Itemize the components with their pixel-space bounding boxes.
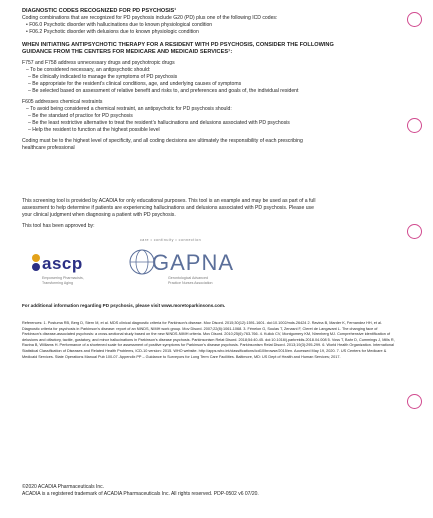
gapna-motto: care • continuity • connection xyxy=(140,238,202,242)
f605-sub-item: – Help the resident to function at the highest possible level xyxy=(28,127,160,133)
cms-guidance-heading: WHEN INITIATING ANTIPSYCHOTIC THERAPY FOR A RESIDENT WITH PD PSYCHOSIS, CONSIDER THE FOLLOWING xyxy=(22,42,334,48)
references-block: References: 1. Postuma RB, Berg D, Stern M, et al. MDS clinical diagnostic criteria for Parkinson’s disease. Mov Disord. 2015;30(12):1591-1601. doi:10.1002/mds.26424 2. Ravina B, Marder K, Fernandez HH, et al. Diagnostic criteria for psychosis in Parkinson’s disease: report of an NINDS, NIMH work group. Mov Disord. 2007;22(8):1061-1068. 3. Fénelon G, Soulas T, Zenasni F, Cleret de Langavant L. The changing face of Parkinson’s disease-associated psychosis: a cross-sectional study based on the new NINDS-NIMH criteria. Mov Disord. 2010;25(6):763-766. 4. Kulick CV, Montgomery KM, Nirenberg MJ. Comprehensive identification of delusions and olfactory, tactile, gustatory, and minor hallucinations in Parkinson’s disease psychosis. Parkinsonism Relat Disord. 2018;54:40-45. doi:10.1016/j.parkreldis.2018.04.008 5. Voss T, Bahr D, Cummings J, Mills R, Ravina B, Williams H. Performance of a shortened scale for assessment of positive symptoms for Parkinson’s disease psychosis. Parkinsonism Relat Disord. 2013;19(3):295-299. 6. World Health Organization. International Statistical Classification of Diseases and Related Health Problems, ICD-10 version: 2015. WHO website. http://apps.who.int/classifications/icd10/browse/2015/en. Accessed May 19, 2020. 7. US Centers for Medicare & Medicaid Services. State Operations Manual Pub 100-07. Appendix PP – Guidance to Surveyors for Long Term Care Facilities. Baltimore, MD: US Dept of Health and Human Services; 2017. xyxy=(22,321,395,359)
f605-bullet: – To avoid being considered a chemical restraint, an antipsychotic for PD psychosis should: xyxy=(26,106,232,112)
main-content xyxy=(22,8,397,360)
f757-sub-item: – Be selected based on assessment of relative benefit and risks to, and preferences and goals of, the individual resident xyxy=(28,88,299,94)
ascp-wordmark: ascp xyxy=(42,254,83,273)
page-footer xyxy=(22,484,259,498)
trademark-text: ACADIA is a registered trademark of ACADIA Pharmaceuticals Inc. All rights reserved. PDP-0502 v6 07/20. xyxy=(22,491,259,497)
cms-guidance-heading-cont: GUIDANCE FROM THE CENTERS FOR MEDICARE AND MEDICAID SERVICES⁷: xyxy=(22,49,233,55)
gapna-full-name: Gerontological Advanced Practice Nurses Association xyxy=(168,276,213,285)
gapna-wordmark: GAPNA xyxy=(152,250,235,275)
approval-logos xyxy=(28,236,397,298)
more-info-link-text: For additional information regarding PD psychosis, please visit www.moretoparkinsons.com. xyxy=(22,303,226,308)
binder-hole-marker xyxy=(407,224,422,239)
binder-hole-marker xyxy=(407,394,422,409)
gapna-logo xyxy=(128,236,238,298)
approved-by-label: This tool has been approved by: xyxy=(22,223,95,229)
copyright-text: ©2020 ACADIA Pharmaceuticals Inc. xyxy=(22,484,105,490)
f605-intro: F605 addresses chemical restraints xyxy=(22,99,103,105)
f757-sub-item: – Be clinically indicated to manage the symptoms of PD psychosis xyxy=(28,74,178,80)
binder-hole-marker xyxy=(407,118,422,133)
disclaimer-text-cont: assessment to help determine if patients are experiencing hallucinations and delusions associated with PD psychosis. Please use xyxy=(22,205,314,211)
binder-hole-marker xyxy=(407,12,422,27)
coding-note-cont: healthcare professional xyxy=(22,145,75,151)
f757-sub-item: – Be appropriate for the resident’s clinical conditions, age, and underlying causes of symptoms xyxy=(28,81,242,87)
diagnostic-codes-heading: DIAGNOSTIC CODES RECOGNIZED FOR PD PSYCHOSIS¹ xyxy=(22,8,177,14)
f605-sub-item: – Be the least restrictive alternative to treat the resident’s hallucinations and delusions associated with PD psychosis xyxy=(28,120,290,126)
f605-sub-item: – Be the standard of practice for PD psychosis xyxy=(28,113,133,119)
coding-note: Coding must be to the highest level of specificity, and all coding decisions are ultimately the responsibility of each prescribing xyxy=(22,138,303,144)
disclaimer-text: This screening tool is provided by ACADIA for only educational purposes. This tool is an example and may be used as part of a full xyxy=(22,198,316,204)
f757-bullet: – To be considered necessary, an antipsychotic should: xyxy=(26,67,151,73)
f757-intro: F757 and F758 address unnecessary drugs and psychotropic drugs xyxy=(22,60,175,66)
icd-code-item: • F06.2 Psychotic disorder with delusions due to known physiologic condition xyxy=(26,29,199,35)
ascp-logo xyxy=(28,240,98,298)
icd-code-item: • F06.0 Psychotic disorder with hallucinations due to known physiological condition xyxy=(26,22,213,28)
ascp-tagline: Empowering Pharmacists, Transforming Aging xyxy=(42,276,84,285)
disclaimer-text-cont: your clinical judgment when diagnosing a patient with PD psychosis. xyxy=(22,212,176,218)
diagnostic-codes-intro: Coding combinations that are recognized for PD psychosis include G20 (PD) plus one of the following ICD codes: xyxy=(22,15,278,21)
